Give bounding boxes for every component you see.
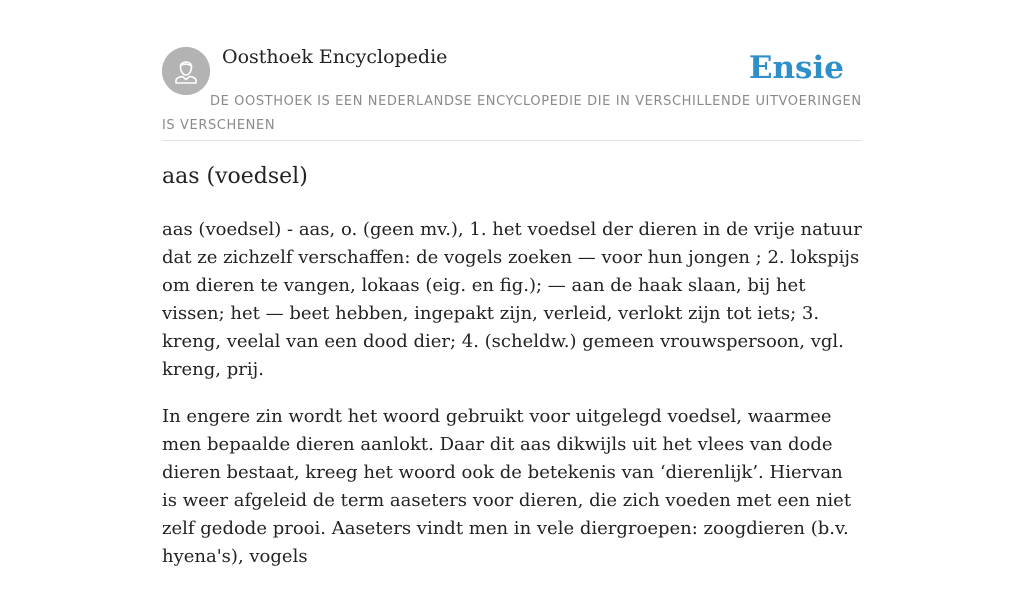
article-paragraph: aas (voedsel) - aas, o. (geen mv.), 1. het voedsel der dieren in de vrije natuur dat ze zichzelf verschaffen: de vogels zoeken — voor hun jongen ; 2. lokspijs om dieren te vangen, lokaas (eig. en fig.); — aan de haak slaan, bij het vissen; het — beet hebben, ingepakt zijn, verleid, verlokt zijn tot iets; 3. kreng, veelal van een dood dier; 4. (scheldw.) gemeen vrouwspersoon, vgl. kreng, prij. (162, 219, 862, 380)
ensie-logo[interactable]: Ensie (748, 50, 844, 86)
source-description: DE OOSTHOEK IS EEN NEDERLANDSE ENCYCLOPEDIE DIE IN VERSCHILLENDE UITVOERINGEN IS VERSCHENEN (162, 94, 862, 133)
article-title: aas (voedsel) (162, 164, 308, 189)
article-body (162, 216, 862, 590)
source-header (162, 46, 862, 141)
user-icon[interactable] (162, 47, 210, 95)
article-paragraph: In engere zin wordt het woord gebruikt voor uitgelegd voedsel, waarmee men bepaalde dieren aanlokt. Daar dit aas dikwijls uit het vlees van dode dieren bestaat, kreeg het woord ook de betekenis van ‘dierenlijk’. Hiervan is weer afgeleid de term aaseters voor dieren, die zich voeden met een niet zelf gedode prooi. Aaseters vindt men in vele diergroepen: zoogdieren (b.v. hyena's), vogels (162, 406, 852, 567)
source-name-link[interactable]: Oosthoek Encyclopedie (222, 46, 448, 68)
